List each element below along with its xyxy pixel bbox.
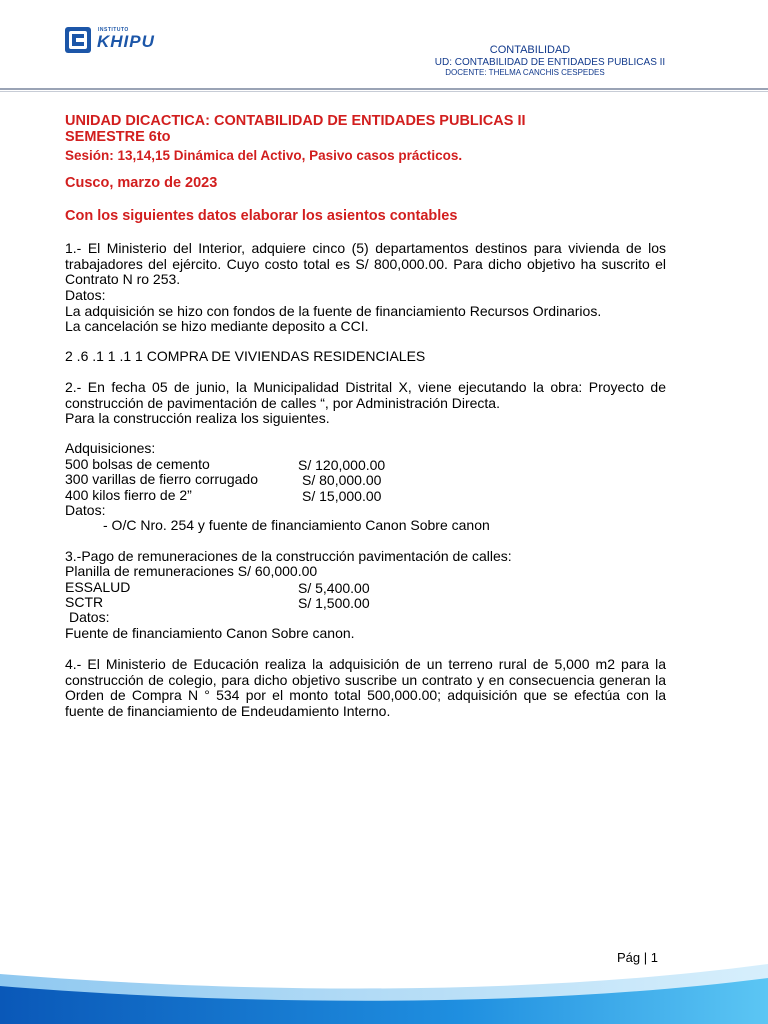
case2-datos-label: Datos: [65,502,106,518]
case3-item-desc: ESSALUD [65,579,131,595]
case2-text: 2.- En fecha 05 de junio, la Municipalidad Distrital X, viene ejecutando la obra: Proyecto de construcción de pavimentación de calles “, por Administración Directa. [65,379,666,411]
case1-text: 1.- El Ministerio del Interior, adquiere cinco (5) departamentos destinos para vivienda de los trabajadores del ejército. Cuyo costo total es S/ 800,000.00. Para dicho objetivo ha suscrito el Contrato N ro 253. [65,240,666,287]
semester-title: SEMESTRE 6to [65,129,171,145]
instruction-title: Con los siguientes datos elaborar los asientos contables [65,208,458,224]
case3-item-desc: SCTR [65,594,104,610]
logo-name: KHIPU [97,32,155,51]
case4-text: 4.- El Ministerio de Educación realiza la adquisición de un terreno rural de 5,000 m2 para la construcción de colegio, para dicho objetivo suscribe un contrato y en consecuencia generan la Orden de Compra N ° 534 por el monto total 500,000.00; adquisición que se efectúa con la fuente de financiamiento de Endeudamiento Interno. [65,656,666,719]
logo-institute-label: INSTITUTO [98,27,129,33]
case1-clasificador: 2 .6 .1 1 .1 1 COMPRA DE VIVIENDAS RESIDENCIALES [65,348,426,364]
case2-item-amount: S/ 80,000.00 [302,472,382,488]
unit-name: UD: CONTABILIDAD DE ENTIDADES PUBLICAS II [434,57,666,68]
case2-line3: Para la construcción realiza los siguientes. [65,410,330,426]
page-number: Pág | 1 [617,950,658,965]
case3-item-amount: S/ 5,400.00 [298,580,370,596]
case3-item-amount: S/ 1,500.00 [298,595,370,611]
case1-dato2: La cancelación se hizo mediante deposito a CCI. [65,318,369,334]
case2-item-desc: 500 bolsas de cemento [65,456,210,472]
case1-datos-label: Datos: [65,287,106,303]
case3-planilla: Planilla de remuneraciones S/ 60,000.00 [65,563,318,579]
institute-logo [64,26,174,56]
header-divider [0,88,768,93]
case2-adquisiciones-label: Adquisiciones: [65,440,156,456]
case2-item-desc: 300 varillas de fierro corrugado [65,471,258,487]
case3-title: 3.-Pago de remuneraciones de la construcción pavimentación de calles: [65,548,512,564]
teacher-name: DOCENTE: THELMA CANCHIS CESPEDES [445,68,605,77]
case2-item-desc: 400 kilos fierro de 2” [65,487,192,503]
case3-dato: Fuente de financiamiento Canon Sobre canon. [65,625,355,641]
session-title: Sesión: 13,14,15 Dinámica del Activo, Pasivo casos prácticos. [65,148,463,163]
khipu-logo-icon [64,26,92,54]
case3-datos-label: Datos: [69,609,110,625]
course-name: CONTABILIDAD [489,44,571,56]
case2-item-amount: S/ 15,000.00 [302,488,382,504]
date-title: Cusco, marzo de 2023 [65,175,218,191]
footer-wave-decoration [0,960,768,1024]
case1-dato1: La adquisición se hizo con fondos de la fuente de financiamiento Recursos Ordinarios. [65,303,602,319]
unit-title: UNIDAD DICACTICA: CONTABILIDAD DE ENTIDADES PUBLICAS II [65,113,526,129]
case2-dato: - O/C Nro. 254 y fuente de financiamiento Canon Sobre canon [103,517,490,533]
case2-item-amount: S/ 120,000.00 [298,457,386,473]
